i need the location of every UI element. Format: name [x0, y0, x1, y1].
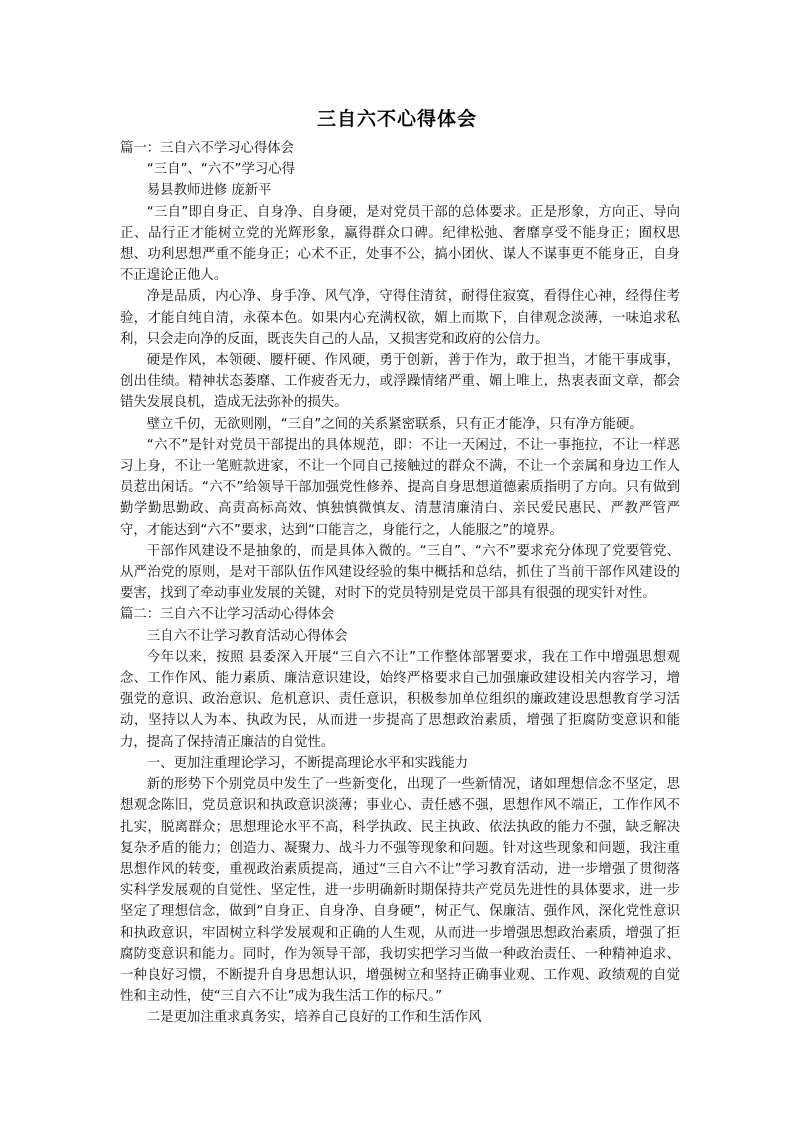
body-paragraph: “三自”即自身正、自身净、自身硬，是对党员干部的总体要求。正是形象，方向正、导向正、品行正才能树立党的光辉形象，赢得群众口碑。纪律松弛、奢靡享受不能身正；囿权思想、功利思想严重不能身正；心术不正，处事不公，搞小团伙、谋人不谋事更不能身正，自身不正遑论正他人。 — [120, 204, 680, 284]
body-paragraph: 硬是作风，本领硬、腰杆硬、作风硬，勇于创新，善于作为，敢于担当，才能干事成事，创出佳绩。精神状态萎靡、工作疲沓无力，或浮躁情绪严重、媚上唯上，热衷表面文章，都会错失发展良机，造成无法弥补的损失。 — [120, 353, 680, 411]
document-body — [120, 138, 680, 1029]
subsection-heading: 一、更加注重理论学习，不断提高理论水平和实践能力 — [146, 755, 469, 771]
document-title: 三自六不心得体会 — [316, 108, 477, 130]
body-paragraph: 今年以来，按照 县委深入开展“三自六不让”工作整体部署要求，我在工作中增强思想观念、工作作风、能力素质、廉洁意识建设，始终严格要求自己加强廉政建设相关内容学习，增强党的意识、政治意识、危机意识、责任意识，积极参加单位组织的廉政建设思想教育学习活动，坚持以人为本、执政为民，从而进一步提高了思想政治素质，增强了拒腐防变意识和能力，提高了保持清正廉洁的自觉性。 — [120, 649, 680, 750]
section-heading: 篇一：三自六不学习心得体会 — [120, 141, 295, 156]
subsection-heading: 二是更加注重求真务实，培养自己良好的工作和生活作风 — [146, 1010, 482, 1026]
author-line: 易县教师进修 庞新平 — [146, 183, 272, 199]
body-paragraph: 净是品质，内心净、身手净、风气净，守得住清贫，耐得住寂寞，看得住心神，经得住考验，才能自纯自清，永葆本色。如果内心充满权欲，媚上而欺下，自律观念淡薄，一味追求私利，只会走向净的反面，既丧失自己的人品，又损害党和政府的公信力。 — [120, 289, 680, 347]
section-heading: 篇二：三自六不让学习活动心得体会 — [120, 607, 335, 623]
article-subtitle: “三自”、“六不”学习心得 — [146, 162, 296, 178]
body-paragraph: 新的形势下个别党员中发生了一些新变化，出现了一些新情况，诸如理想信念不坚定，思想观念陈旧，党员意识和执政意识淡薄；事业心、责任感不强，思想作风不端正，工作作风不扎实，脱离群众；思想理论水平不高，科学执政、民主执政、依法执政的能力不强，缺乏解决复杂矛盾的能力；创造力、凝聚力、战斗力不强等现象和问题。针对这些现象和问题，我注重思想作风的转变，重视政治素质提高，通过“三自六不让”学习教育活动，进一步增强了贯彻落实科学发展观的自觉性、坚定性，进一步明确新时期保持共产党员先进性的具体要求，进一步坚定了理想信念，做到“自身正、自身净、自身硬”，树正气、保廉洁、强作风，深化党性意识和执政意识，牢固树立科学发展观和正确的人生观，从而进一步增强思想政治素质，增强了拒腐防变意识和能力。同时，作为领导干部，我切实把学习当做一种政治责任、一种精神追求、一种良好习惯，不断提升自身思想认识，增强树立和坚持正确事业观、工作观、政绩观的自觉性和主动性，使“三自六不让”成为我生活工作的标尺。” — [120, 777, 680, 1005]
body-paragraph: 壁立千仞，无欲则刚，“三自”之间的关系紧密联系，只有正才能净，只有净方能硬。 — [146, 416, 643, 432]
body-paragraph: “六不”是针对党员干部提出的具体规范，即：不让一天闲过，不让一事拖拉，不让一样恶习上身，不让一笔赃款进家，不让一个同自己接触过的群众不满，不让一个亲属和身边工作人员惹出闲话。“六不”给领导干部加强党性修养、提高自身思想道德素质指明了方向。只有做到勤学勤思勤政、高责高标高效、慎独慎微慎友、清慧清廉清白、亲民爱民惠民、严教严管严守，才能达到“六不”要求，达到“口能言之，身能行之，人能服之”的境界。 — [120, 437, 680, 538]
body-paragraph: 干部作风建设不是抽象的，而是具体入微的。“三自”、“六不”要求充分体现了党要管党、从严治党的原则，是对干部队伍作风建设经验的集中概括和总结，抓住了当前干部作风建设的要害，找到了牵动事业发展的关键，对时下的党员特别是党员干部具有很强的现实针对性。 — [120, 543, 680, 602]
article-subtitle: 三自六不让学习教育活动心得体会 — [146, 628, 348, 644]
